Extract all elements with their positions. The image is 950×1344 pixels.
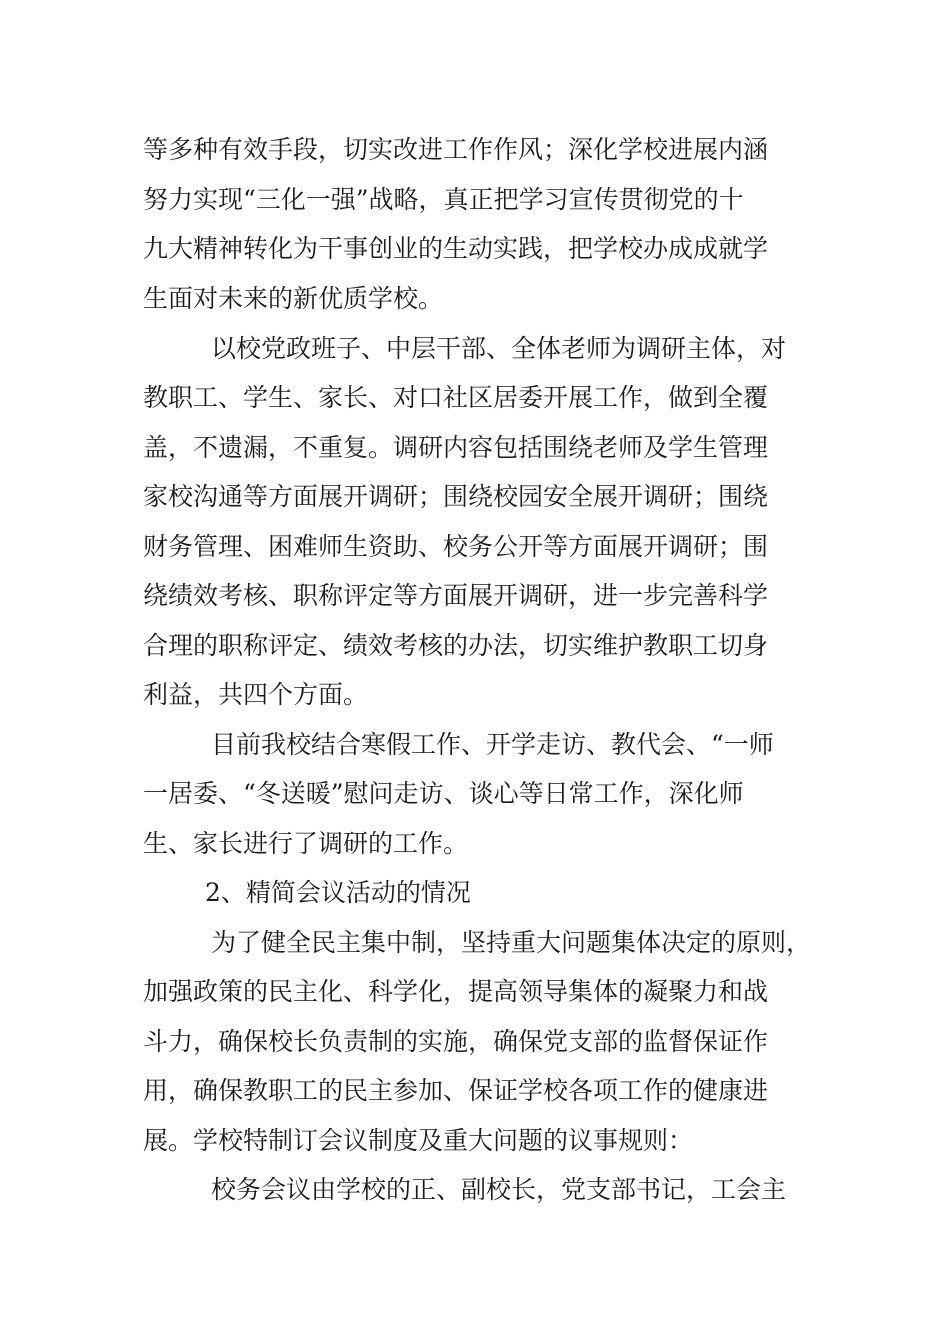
text-line: 用，确保教职工的民主参加、保证学校各项工作的健康进 xyxy=(143,1076,769,1105)
text-line: 盖，不遗漏，不重复。调研内容包括围绕老师及学生管理 xyxy=(143,433,769,462)
text-line: 家校沟通等方面展开调研；围绕校园安全展开调研；围绕 xyxy=(143,482,769,511)
text-line: 努力实现“三化一强”战略，真正把学习宣传贯彻党的十 xyxy=(143,185,744,214)
text-line: 九大精神转化为干事创业的生动实践，把学校办成成就学 xyxy=(143,234,769,263)
text-line: 目前我校结合寒假工作、开学走访、教代会、“一师 xyxy=(211,730,774,759)
text-line: 校务会议由学校的正、副校长，党支部书记，工会主 xyxy=(211,1175,787,1204)
text-line: 教职工、学生、家长、对口社区居委开展工作，做到全覆 xyxy=(143,383,769,412)
text-line: 展。学校特制订会议制度及重大问题的议事规则： xyxy=(143,1126,694,1155)
text-line: 财务管理、困难师生资助、校务公开等方面展开调研；围 xyxy=(143,532,769,561)
text-line: 生、家长进行了调研的工作。 xyxy=(143,829,469,858)
text-line: 生面对未来的新优质学校。 xyxy=(143,284,444,313)
text-line: 合理的职称评定、绩效考核的办法，切实维护教职工切身 xyxy=(143,631,769,660)
text-line: 斗力，确保校长负责制的实施，确保党支部的监督保证作 xyxy=(143,1027,769,1056)
section-heading: 2、精简会议活动的情况 xyxy=(205,878,471,907)
text-line: 为了健全民主集中制，坚持重大问题集体决定的原则， xyxy=(211,928,812,957)
text-line: 一居委、“冬送暖”慰问走访、谈心等日常工作，深化师 xyxy=(143,779,744,808)
text-line: 利益，共四个方面。 xyxy=(143,680,369,709)
text-line: 以校党政班子、中层干部、全体老师为调研主体，对 xyxy=(211,334,787,363)
text-line: 加强政策的民主化、科学化，提高领导集体的凝聚力和战 xyxy=(143,977,769,1006)
text-line: 等多种有效手段，切实改进工作作风；深化学校进展内涵 xyxy=(143,135,769,164)
text-line: 绕绩效考核、职称评定等方面展开调研，进一步完善科学 xyxy=(143,581,769,610)
